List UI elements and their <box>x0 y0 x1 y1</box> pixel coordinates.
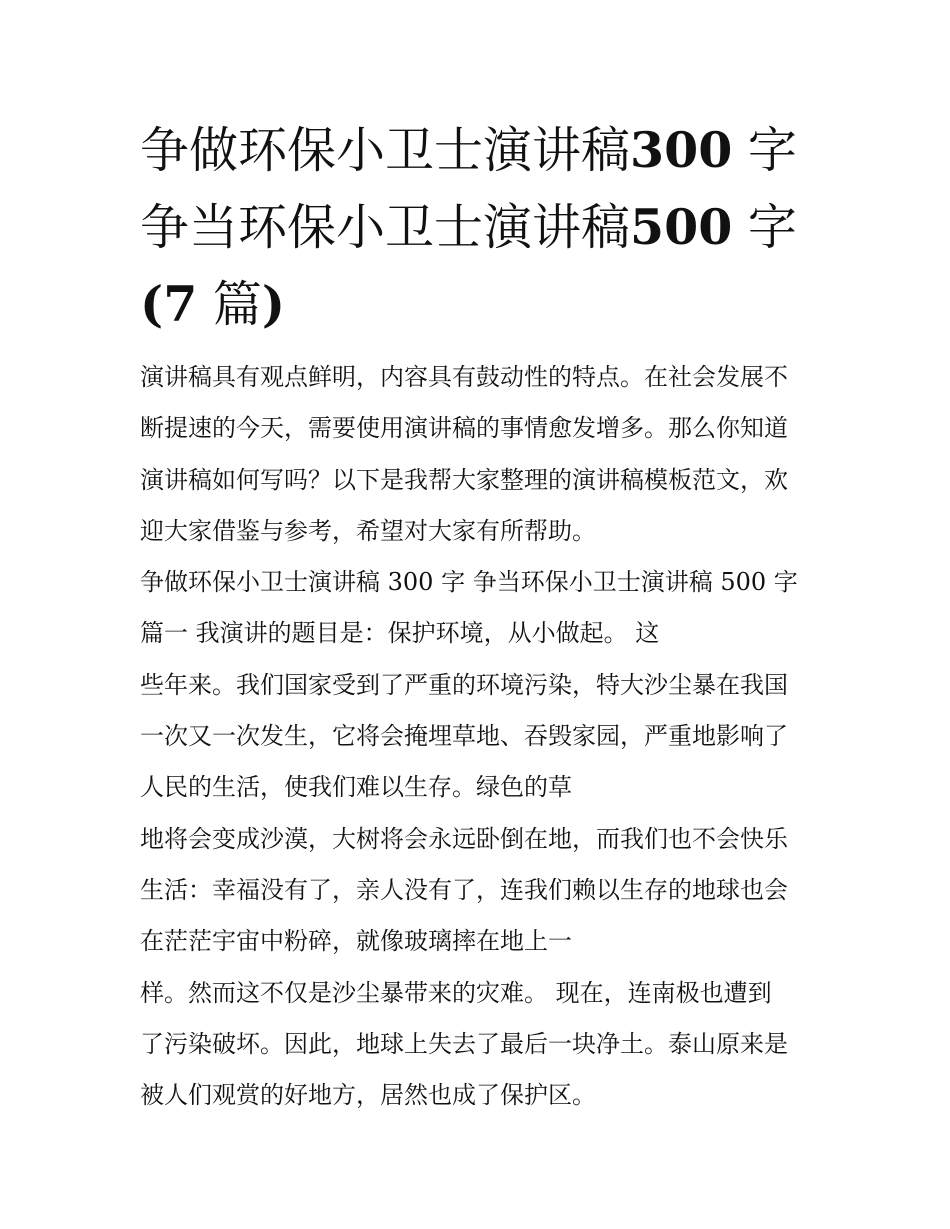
document-body <box>140 352 820 1121</box>
body-line: 样。然而这不仅是沙尘暴带来的灾难。 现在，连南极也遭到 <box>140 978 772 1007</box>
body-line: 在茫茫宇宙中粉碎，就像玻璃摔在地上一 <box>140 927 572 956</box>
title-text: 字 <box>747 199 797 256</box>
body-line: 争做环保小卫士演讲稿 300 字 争当环保小卫士演讲稿 500 字 <box>140 568 798 597</box>
document-title <box>140 112 820 343</box>
title-line-2 <box>140 189 820 266</box>
title-text: 篇 <box>212 276 262 333</box>
body-line: 演讲稿如何写吗？以下是我帮大家整理的演讲稿模板范文，欢 <box>140 465 788 494</box>
title-line-1 <box>140 112 820 189</box>
title-number: 7 <box>163 275 198 333</box>
title-number: 300 <box>630 121 733 179</box>
body-line: 生活：幸福没有了，亲人没有了，连我们赖以生存的地球也会 <box>140 875 788 904</box>
document-page <box>140 112 820 1121</box>
body-line: 地将会变成沙漠，大树将会永远卧倒在地，而我们也不会快乐 <box>140 824 788 853</box>
title-paren: ) <box>261 275 286 333</box>
body-line: 迎大家借鉴与参考，希望对大家有所帮助。 <box>140 516 596 545</box>
title-text: 争做环保小卫士演讲稿 <box>140 122 631 179</box>
title-text: 争当环保小卫士演讲稿 <box>140 199 631 256</box>
body-line: 篇一 我演讲的题目是：保护环境，从小做起。 这 <box>140 619 660 648</box>
title-number: 500 <box>630 198 733 256</box>
body-line: 人民的生活，使我们难以生存。绿色的草 <box>140 773 572 802</box>
body-line: 被人们观赏的好地方，居然也成了保护区。 <box>140 1081 596 1110</box>
title-paren: ( <box>140 275 164 333</box>
body-line: 断提速的今天，需要使用演讲稿的事情愈发增多。那么你知道 <box>140 414 788 443</box>
body-line: 演讲稿具有观点鲜明，内容具有鼓动性的特点。在社会发展不 <box>140 363 788 391</box>
title-line-3 <box>140 266 820 343</box>
body-line: 一次又一次发生，它将会掩埋草地、吞毁家园，严重地影响了 <box>140 722 788 751</box>
body-line: 些年来。我们国家受到了严重的环境污染，特大沙尘暴在我国 <box>140 670 788 699</box>
title-text: 字 <box>747 122 797 179</box>
body-line: 了污染破坏。因此，地球上失去了最后一块净土。泰山原来是 <box>140 1029 788 1058</box>
